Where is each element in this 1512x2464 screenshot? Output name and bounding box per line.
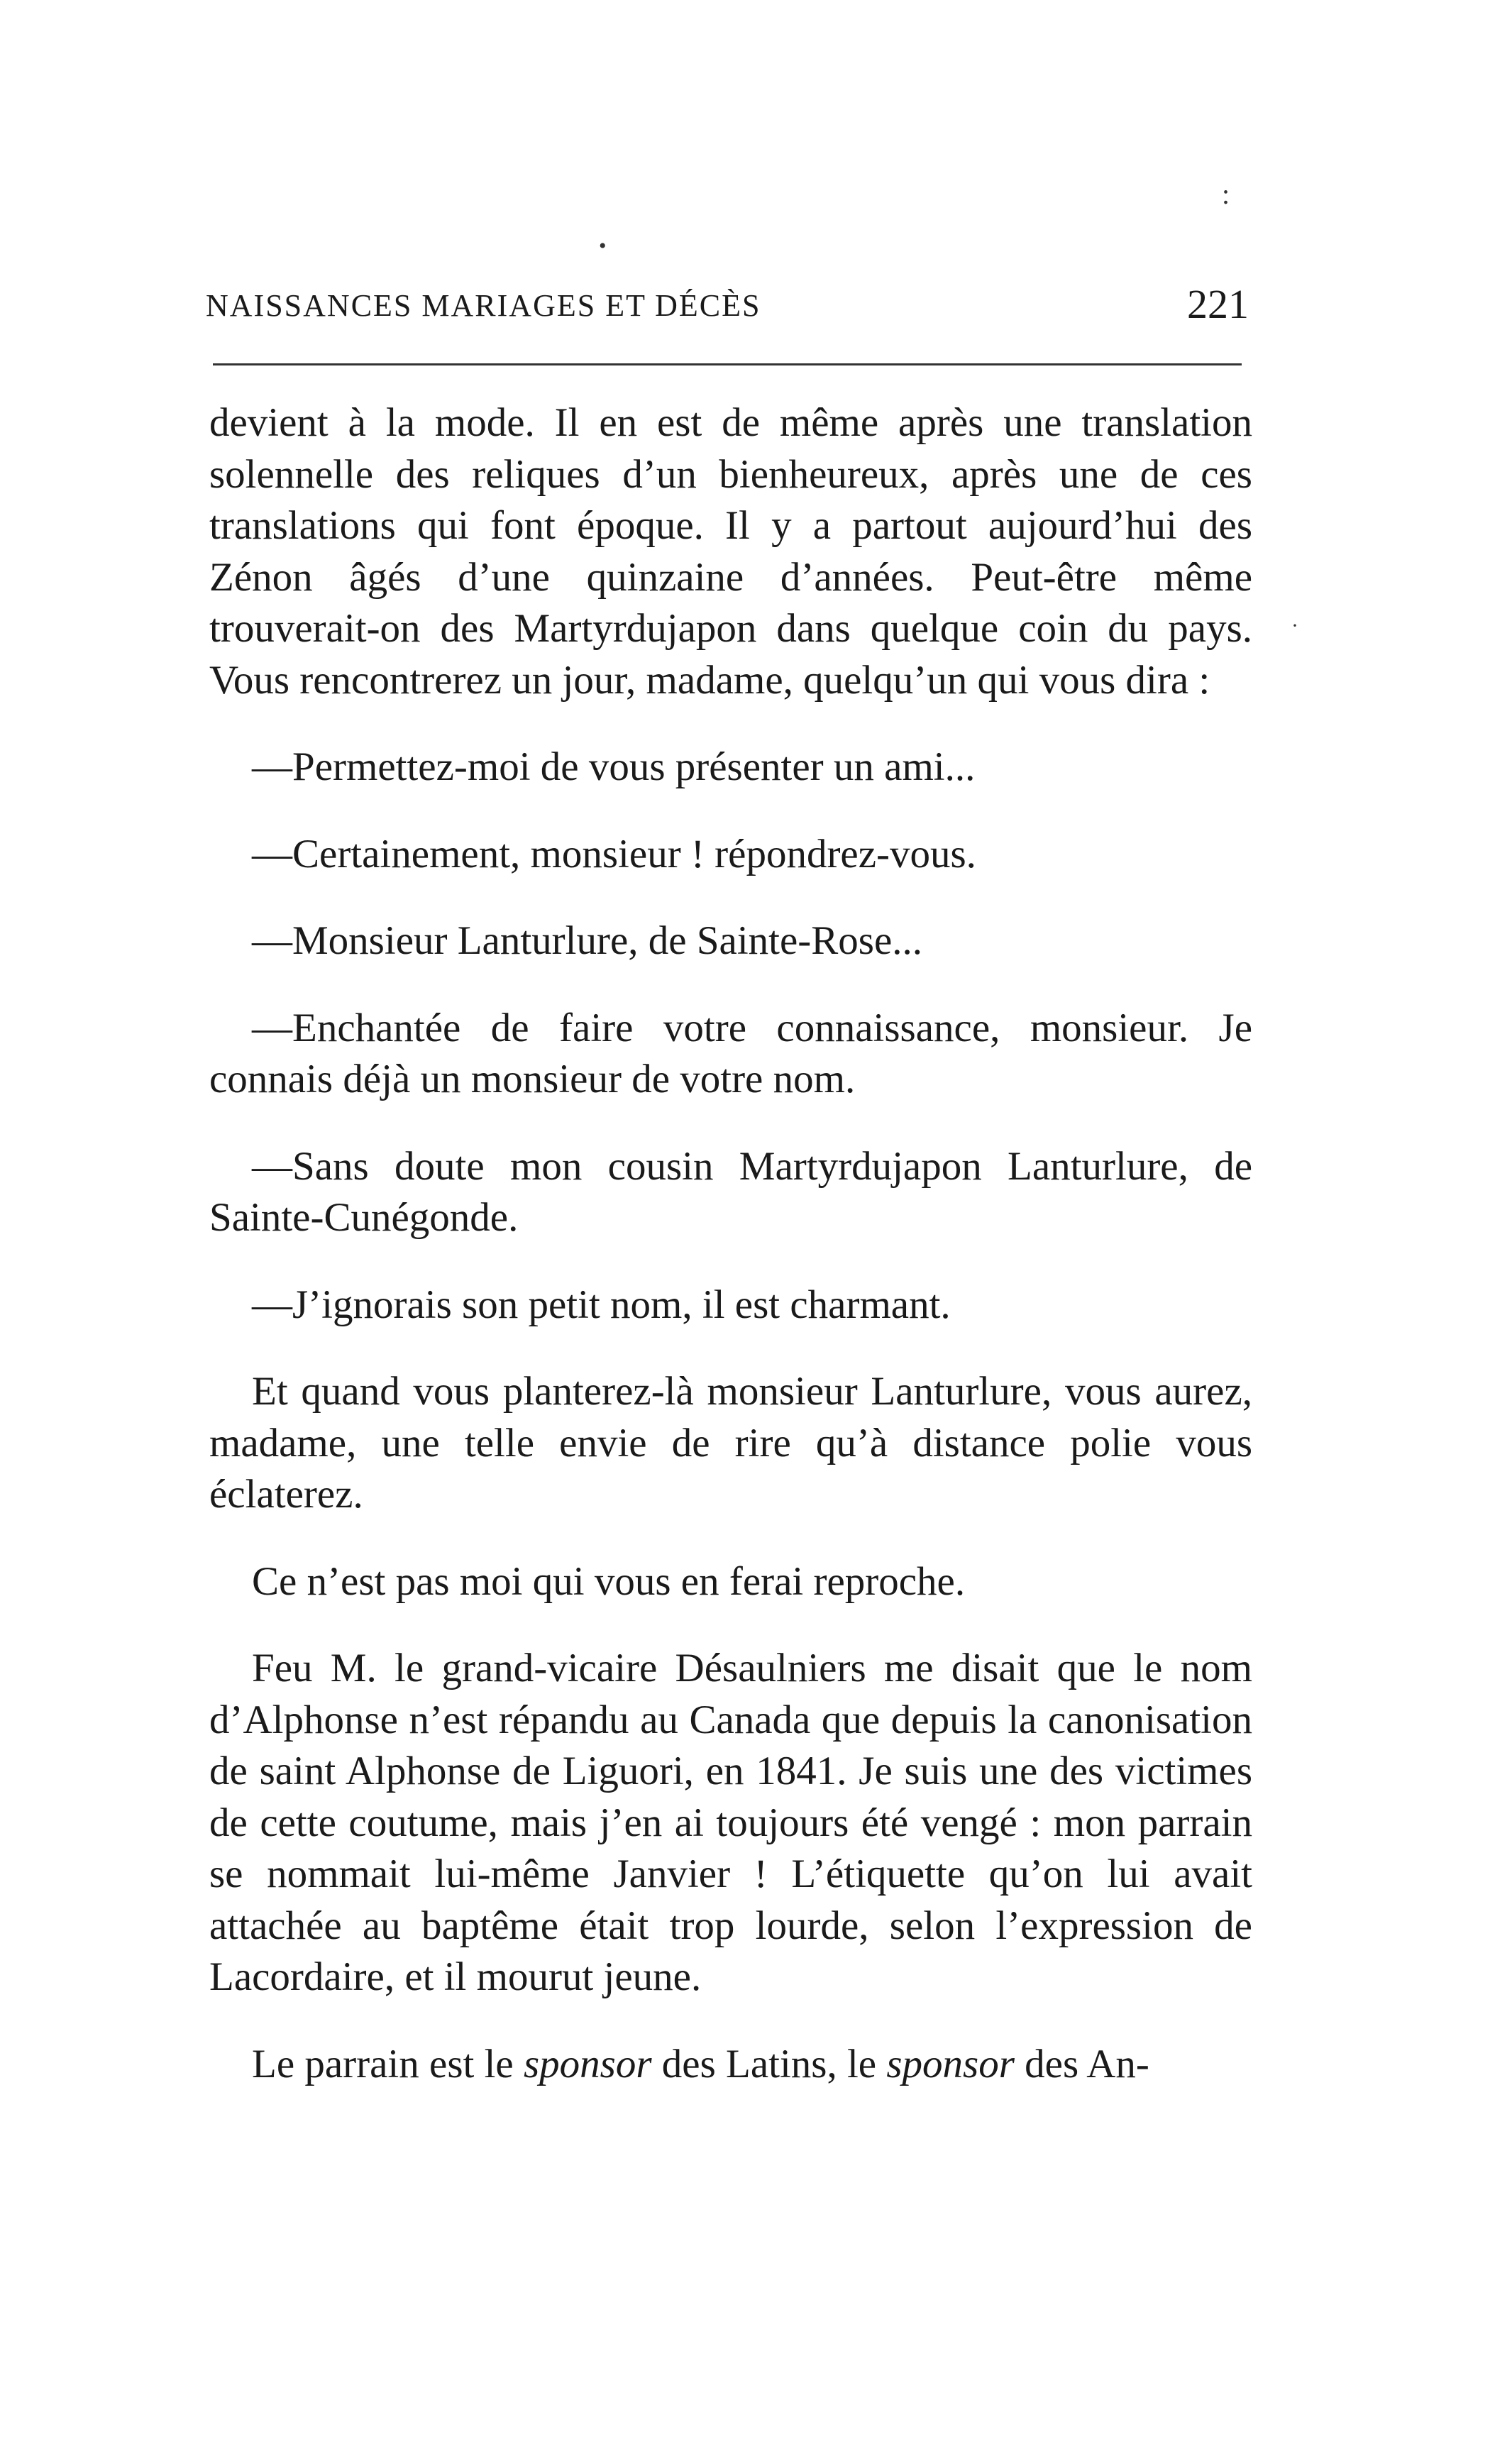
italic-term: sponsor (523, 2041, 652, 2086)
paragraph-last (209, 2039, 1252, 2091)
paragraph: Ce n’est pas moi qui vous en ferai reproche. (252, 1558, 966, 1604)
paragraph: Feu M. le grand-vicaire Désaulniers me disait que le nom d’Alphonse n’est répandu au Canada que depuis la canonisation de saint Alphonse de Liguori, en 1841. Je suis une des victimes de cette coutume, mais j’en ai toujours été vengé : mon parrain se nommait lui-même Janvier ! L’étiquette qu’on lui avait attachée au baptême était trop lourde, selon l’expression de Lacordaire, et il mourut jeune. (209, 1646, 1252, 1999)
italic-term: sponsor (886, 2041, 1015, 2086)
header-rule (213, 363, 1242, 365)
dialogue-line: —Monsieur Lanturlure, de Sainte-Rose... (252, 918, 923, 963)
running-title: NAISSANCES MARIAGES ET DÉCÈS (206, 288, 761, 323)
dialogue-line: —Permettez-moi de vous présenter un ami... (252, 744, 976, 789)
text-run: Le parrain est le (252, 2041, 524, 2086)
text-run: des An- (1014, 2041, 1149, 2086)
running-head (206, 273, 1249, 330)
dialogue-line: —Sans doute mon cousin Martyrdujapon Lanturlure, de Sainte-Cunégonde. (209, 1143, 1252, 1240)
dialogue-line: —Enchantée de faire votre connaissance, monsieur. Je connais déjà un monsieur de votre nom. (209, 1005, 1252, 1101)
paragraph-continuation: devient à la mode. Il en est de même après une translation solennelle des reliques d’un bienheureux, après une de ces translations qui font époque. Il y a partout aujourd’hui des Zénon âgés d’une quinzaine d’années. Peut-être même trouverait-on des Martyrdujapon dans quelque coin du pays. Vous rencontrerez un jour, madame, quelqu’un qui vous dira : (209, 400, 1252, 703)
page-number: 221 (1187, 281, 1249, 327)
body-text (209, 397, 1252, 2090)
text-run: des Latins, le (651, 2041, 887, 2086)
speck-mark: · (1291, 614, 1298, 637)
dialogue-line: —J’ignorais son petit nom, il est charmant. (252, 1282, 951, 1327)
dialogue-line: —Certainement, monsieur ! répondrez-vous. (252, 831, 976, 876)
speck-mark: • (599, 234, 607, 258)
speck-mark: : (1222, 178, 1230, 210)
paragraph: Et quand vous planterez-là monsieur Lanturlure, vous aurez, madame, une telle envie de rire qu’à distance polie vous éclaterez. (209, 1369, 1252, 1517)
